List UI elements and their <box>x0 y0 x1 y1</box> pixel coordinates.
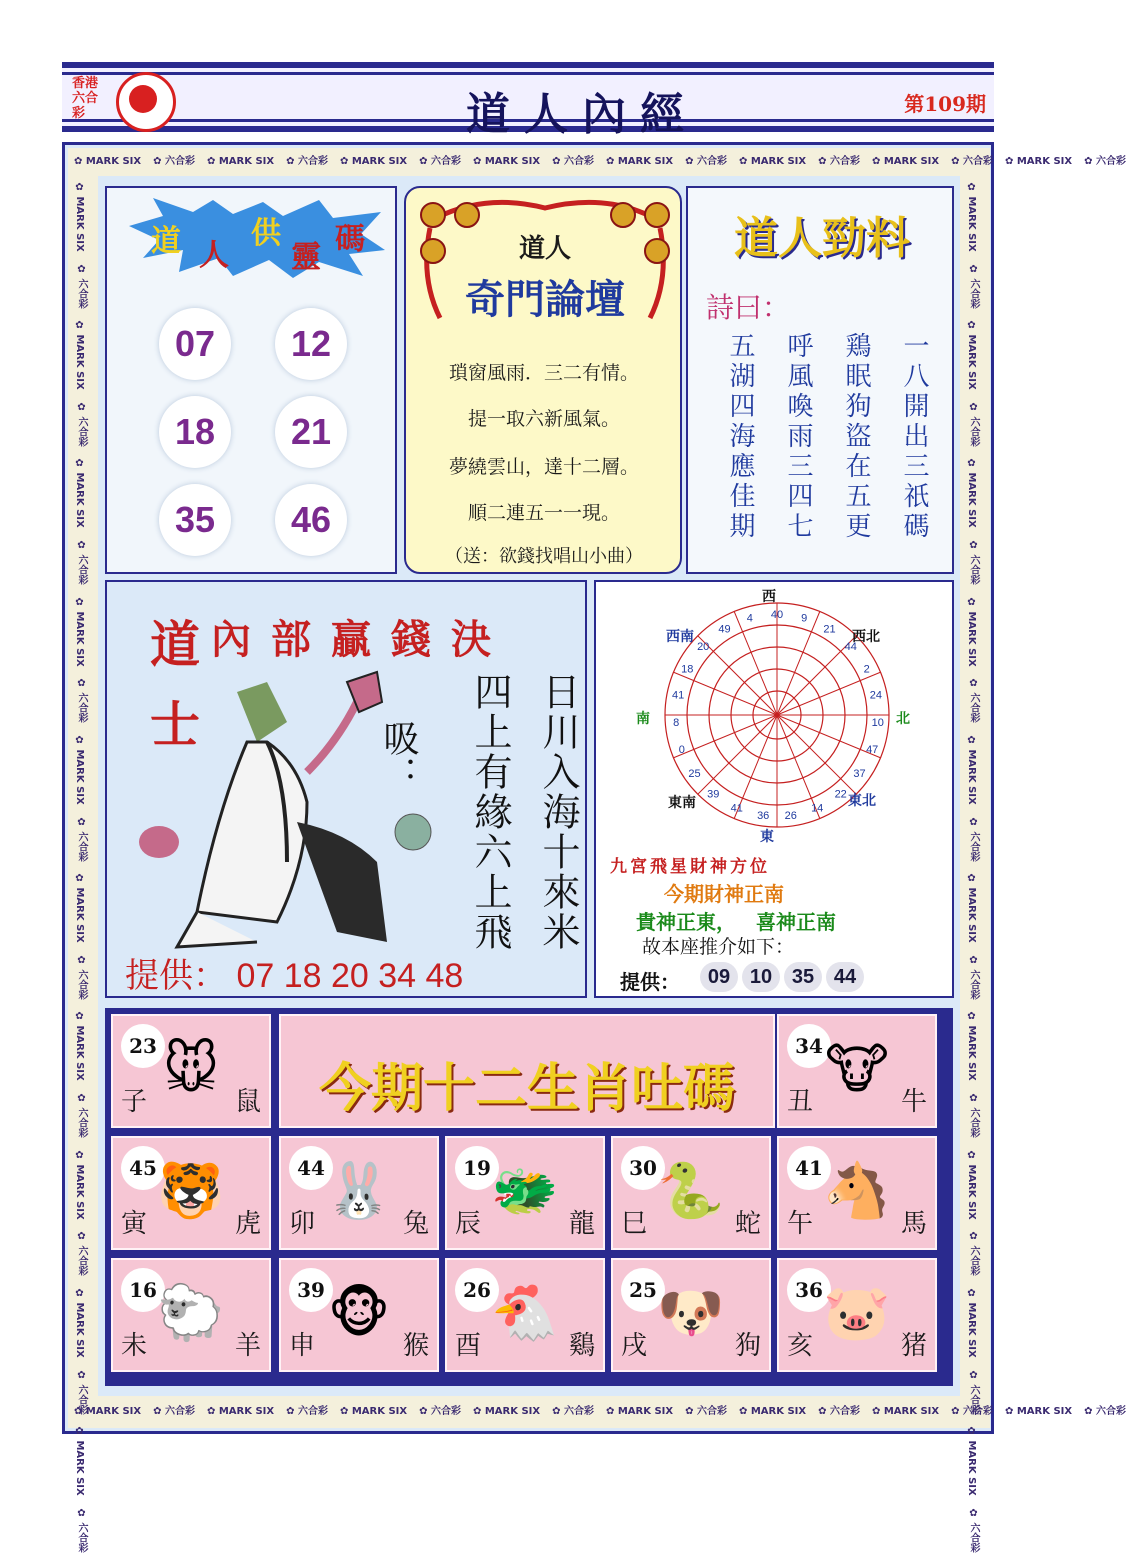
zodiac-animal-icon: 🐑 <box>157 1280 225 1344</box>
zodiac-branch: 酉 <box>455 1331 482 1361</box>
border-strip-item: ✿ 六合彩 <box>968 1507 979 1553</box>
border-strip-bottom <box>68 1396 1126 1428</box>
border-strip-left <box>68 176 98 1553</box>
compass-ring-number: 14 <box>811 802 824 815</box>
forum-panel <box>404 186 682 574</box>
compass-number: 35 <box>784 962 822 992</box>
zodiac-branch: 亥 <box>787 1331 814 1361</box>
zodiac-number: 34 <box>787 1024 831 1068</box>
compass-ring-number: 22 <box>834 788 847 801</box>
border-strip-item: ✿ 六合彩 <box>552 1406 594 1417</box>
border-strip-item: ✿ 六合彩 <box>153 1406 195 1417</box>
zodiac-animal-icon: 🐵 <box>327 1281 391 1345</box>
compass-ring-number: 18 <box>681 663 694 676</box>
border-strip-item: ✿ MARK SIX <box>966 182 977 252</box>
zodiac-branch: 未 <box>121 1331 148 1361</box>
border-strip-item: ✿ MARK SIX <box>872 156 940 167</box>
border-strip-item: ✿ 六合彩 <box>685 156 727 167</box>
border-strip-item: ✿ 六合彩 <box>951 156 993 167</box>
border-strip-item: ✿ MARK SIX <box>473 156 541 167</box>
zodiac-animal: 鷄 <box>568 1331 595 1361</box>
supply-number: 07 <box>159 308 231 380</box>
border-strip-item: ✿ MARK SIX <box>966 596 977 667</box>
zodiac-animal: 猪 <box>900 1331 927 1361</box>
noble-god-direction: 貴神正東， <box>636 910 736 934</box>
secret-title: 內部贏錢決 <box>211 616 511 663</box>
border-strip-item: ✿ MARK SIX <box>74 1011 85 1082</box>
zodiac-branch: 寅 <box>121 1209 148 1239</box>
zodiac-cell <box>777 1258 937 1372</box>
border-strip-item: ✿ 六合彩 <box>968 1369 979 1415</box>
bauhinia-emblem-icon <box>116 72 176 132</box>
border-strip-item: ✿ MARK SIX <box>966 873 977 943</box>
border-strip-item: ✿ 六合彩 <box>552 156 594 167</box>
coin-icon <box>454 202 480 228</box>
border-strip-item: ✿ MARK SIX <box>74 182 85 252</box>
border-strip-item: ✿ 六合彩 <box>76 678 87 723</box>
secret-provide <box>125 948 463 997</box>
border-strip-item: ✿ 六合彩 <box>968 816 979 862</box>
zodiac-cell <box>279 1258 439 1372</box>
zodiac-cell <box>611 1258 771 1372</box>
zodiac-number: 45 <box>121 1146 165 1190</box>
border-strip-item: ✿ 六合彩 <box>76 1231 87 1276</box>
border-strip-item: ✿ MARK SIX <box>473 1406 541 1417</box>
provide-numbers: 07 18 20 34 48 <box>236 957 464 995</box>
poem-panel-title: 道人勁料 <box>734 213 910 264</box>
compass-ring-number: 10 <box>871 716 884 729</box>
border-strip-item: ✿ MARK SIX <box>207 1406 275 1417</box>
taoist-figure-illustration <box>137 662 457 952</box>
zodiac-cell <box>777 1136 937 1250</box>
zodiac-branch: 卯 <box>289 1209 316 1239</box>
direction-northeast: 東北 <box>848 793 876 809</box>
zodiac-grid <box>105 1008 953 1386</box>
compass-ring-number: 9 <box>801 612 808 625</box>
supply-title-char: 道 <box>151 224 181 259</box>
border-strip-item: ✿ 六合彩 <box>968 1093 979 1138</box>
border-strip-item: ✿ MARK SIX <box>74 1149 85 1220</box>
zodiac-banner <box>279 1014 775 1128</box>
poem-label: 詩曰： <box>706 291 791 324</box>
header-stripe <box>62 72 994 75</box>
border-strip-item: ✿ MARK SIX <box>966 1287 977 1358</box>
border-strip-item: ✿ MARK SIX <box>966 1426 977 1496</box>
border-strip-item: ✿ 六合彩 <box>818 156 860 167</box>
provide-label: 提供： <box>125 957 227 995</box>
compass-ring-number: 37 <box>853 768 866 781</box>
zodiac-animal-icon: 🐷 <box>823 1280 891 1344</box>
border-strip-right <box>960 176 990 1553</box>
border-strip-item: ✿ MARK SIX <box>1005 156 1073 167</box>
zodiac-number: 39 <box>289 1268 333 1312</box>
supply-number: 35 <box>159 484 231 556</box>
zodiac-number: 16 <box>121 1268 165 1312</box>
border-strip-item: ✿ 六合彩 <box>76 263 87 309</box>
direction-southeast: 東南 <box>668 795 696 811</box>
compass-ring-number: 40 <box>770 609 784 621</box>
zodiac-cell <box>111 1014 271 1128</box>
compass-provide-label: 提供： <box>620 970 680 994</box>
compass-ring-number: 25 <box>688 768 701 781</box>
supply-title <box>123 198 385 278</box>
border-strip-item: ✿ MARK SIX <box>606 156 674 167</box>
border-strip-item: ✿ 六合彩 <box>286 1406 328 1417</box>
border-strip-item: ✿ MARK SIX <box>74 320 85 390</box>
header-banner <box>62 62 994 140</box>
forum-line: 提一取六新風氣。 <box>467 408 620 430</box>
direction-north: 北 <box>896 711 910 727</box>
zodiac-cell <box>279 1136 439 1250</box>
border-strip-item: ✿ 六合彩 <box>1084 1406 1126 1417</box>
compass-ring-number: 24 <box>869 689 883 702</box>
zodiac-number: 25 <box>621 1268 665 1312</box>
border-strip-item: ✿ MARK SIX <box>74 1426 85 1496</box>
supply-title-char: 靈 <box>291 240 321 275</box>
joy-god-direction: 喜神正南 <box>756 910 836 934</box>
zodiac-cell <box>445 1136 605 1250</box>
border-strip-item: ✿ 六合彩 <box>76 1093 87 1138</box>
issue-number: 第109期 <box>904 92 986 116</box>
zodiac-animal-icon: 🐔 <box>491 1280 559 1344</box>
zodiac-animal: 牛 <box>900 1087 927 1117</box>
direction-west: 西 <box>762 589 776 605</box>
border-strip-item: ✿ MARK SIX <box>606 1406 674 1417</box>
zodiac-branch: 戌 <box>621 1331 648 1361</box>
compass-ring-number: 4 <box>746 612 753 625</box>
zodiac-number: 19 <box>455 1146 499 1190</box>
zodiac-number: 30 <box>621 1146 665 1190</box>
zodiac-number: 23 <box>121 1024 165 1068</box>
border-strip-item: ✿ 六合彩 <box>968 540 979 585</box>
border-strip-item: ✿ 六合彩 <box>685 1406 727 1417</box>
supply-number: 18 <box>159 396 231 468</box>
zodiac-branch: 丑 <box>787 1087 814 1117</box>
page-title: 道人內經 <box>466 89 698 140</box>
zodiac-cell <box>445 1258 605 1372</box>
border-strip-item: ✿ 六合彩 <box>419 156 461 167</box>
zodiac-cell <box>111 1136 271 1250</box>
compass-ring-number: 41 <box>671 689 685 702</box>
supply-number: 21 <box>275 396 347 468</box>
direction-east: 東 <box>760 829 774 845</box>
border-strip-item: ✿ 六合彩 <box>76 816 87 862</box>
zodiac-animal-icon: 🐲 <box>491 1158 559 1222</box>
zodiac-number: 44 <box>289 1146 333 1190</box>
border-strip-item: ✿ 六合彩 <box>419 1406 461 1417</box>
zodiac-cell <box>611 1136 771 1250</box>
zodiac-animal-icon: 🐮 <box>825 1037 889 1101</box>
border-strip-item: ✿ 六合彩 <box>76 1507 87 1553</box>
zodiac-animal: 蛇 <box>734 1209 761 1239</box>
wealth-god-direction: 今期財神正南 <box>664 882 784 906</box>
compass-ring-number: 21 <box>823 623 836 636</box>
zodiac-animal: 猴 <box>402 1331 429 1361</box>
border-strip-item: ✿ MARK SIX <box>340 156 408 167</box>
border-strip-item: ✿ MARK SIX <box>966 734 977 805</box>
zodiac-cell <box>111 1258 271 1372</box>
border-strip-item: ✿ MARK SIX <box>74 458 85 529</box>
compass-ring-number: 44 <box>844 641 857 654</box>
supply-number: 46 <box>275 484 347 556</box>
secret-verse: 日川入海十來米 <box>536 672 580 952</box>
border-strip-item: ✿ MARK SIX <box>966 1011 977 1082</box>
border-strip-item: ✿ MARK SIX <box>74 1406 142 1417</box>
coin-icon <box>420 202 446 228</box>
forum-line: 夢繞雲山，達十二層。 <box>448 456 639 478</box>
border-strip-item: ✿ 六合彩 <box>951 1406 993 1417</box>
zodiac-animal: 兔 <box>402 1209 429 1239</box>
zodiac-animal: 虎 <box>234 1209 261 1239</box>
zodiac-animal-icon: 🐯 <box>157 1158 225 1222</box>
border-strip-item: ✿ MARK SIX <box>74 734 85 805</box>
compass-number: 10 <box>742 962 780 992</box>
border-strip-item: ✿ 六合彩 <box>76 540 87 585</box>
secret-side-note: 吸： <box>378 720 419 792</box>
compass-ring-number: 47 <box>866 743 879 756</box>
zodiac-animal-icon: 🐭 <box>162 1037 220 1101</box>
compass-number: 09 <box>700 962 738 992</box>
poem-panel <box>686 186 954 574</box>
zodiac-branch: 申 <box>289 1331 316 1361</box>
border-strip-item: ✿ 六合彩 <box>968 954 979 1000</box>
compass-ring-number: 26 <box>784 810 797 823</box>
zodiac-animal-icon: 🐍 <box>657 1158 725 1222</box>
border-strip-item: ✿ 六合彩 <box>76 1369 87 1415</box>
forum-footnote: （送：欲錢找唱山小曲） <box>445 546 643 567</box>
border-strip-item: ✿ MARK SIX <box>739 156 807 167</box>
border-strip-top <box>68 148 1126 176</box>
mark-six-logo <box>72 72 168 126</box>
border-strip-item: ✿ 六合彩 <box>153 156 195 167</box>
border-strip-item: ✿ 六合彩 <box>968 401 979 447</box>
zodiac-animal: 龍 <box>568 1209 595 1239</box>
supply-numbers-panel <box>105 186 397 574</box>
zodiac-branch: 子 <box>121 1087 148 1117</box>
forum-line: 順二連五一一現。 <box>467 502 620 524</box>
forum-line: 瑣窗風雨．三二有情。 <box>448 362 639 384</box>
direction-southwest: 西南 <box>666 629 694 645</box>
zodiac-number: 26 <box>455 1268 499 1312</box>
zodiac-animal: 馬 <box>900 1209 927 1239</box>
supply-title-char: 碼 <box>335 222 365 257</box>
border-strip-item: ✿ MARK SIX <box>74 873 85 943</box>
border-strip-item: ✿ 六合彩 <box>968 678 979 723</box>
border-strip-item: ✿ 六合彩 <box>968 263 979 309</box>
supply-number: 12 <box>275 308 347 380</box>
compass-number: 44 <box>826 962 864 992</box>
forum-title: 奇門論壇 <box>465 276 625 323</box>
zodiac-animal: 狗 <box>734 1331 761 1361</box>
border-strip-item: ✿ MARK SIX <box>74 1287 85 1358</box>
border-strip-item: ✿ MARK SIX <box>966 320 977 390</box>
border-strip-item: ✿ MARK SIX <box>207 156 275 167</box>
zodiac-animal-icon: 🐰 <box>325 1158 393 1222</box>
poem-column: 一八開出三祇碼 <box>899 332 929 542</box>
compass-ring-number: 0 <box>678 743 685 756</box>
border-strip-item: ✿ 六合彩 <box>286 156 328 167</box>
zodiac-animal-icon: 🐴 <box>823 1158 891 1222</box>
zodiac-number: 36 <box>787 1268 831 1312</box>
zodiac-branch: 巳 <box>621 1209 648 1239</box>
compass-caption: 九宮飛星財神方位 <box>610 857 770 877</box>
border-strip-item: ✿ MARK SIX <box>872 1406 940 1417</box>
border-strip-item: ✿ MARK SIX <box>739 1406 807 1417</box>
compass-ring-number: 20 <box>697 641 710 654</box>
coin-icon <box>644 202 670 228</box>
poem-column: 呼風喚雨三四七 <box>783 332 813 542</box>
border-strip-item: ✿ 六合彩 <box>1084 156 1126 167</box>
direction-northwest: 西北 <box>852 629 880 645</box>
forum-subtitle: 道人 <box>518 234 571 264</box>
compass-recommend: 故本座推介如下： <box>642 936 795 958</box>
supply-title-char: 供 <box>251 216 281 251</box>
zodiac-animal-icon: 🐶 <box>657 1280 725 1344</box>
compass-ring-number: 2 <box>863 663 870 676</box>
border-strip-item: ✿ MARK SIX <box>966 1149 977 1220</box>
border-strip-item: ✿ 六合彩 <box>968 1231 979 1276</box>
border-strip-item: ✿ MARK SIX <box>1005 1406 1073 1417</box>
border-strip-item: ✿ MARK SIX <box>74 156 142 167</box>
secret-panel <box>105 580 587 998</box>
border-strip-item: ✿ 六合彩 <box>76 954 87 1000</box>
zodiac-animal: 羊 <box>234 1331 261 1361</box>
compass-ring-number: 8 <box>673 716 680 729</box>
poem-column: 五湖四海應佳期 <box>725 332 755 542</box>
compass-ring-number: 49 <box>718 623 731 636</box>
compass-ring-number: 36 <box>757 810 770 823</box>
border-strip-item: ✿ 六合彩 <box>818 1406 860 1417</box>
zodiac-banner-text: 今期十二生肖吐碼 <box>318 1058 735 1119</box>
zodiac-branch: 辰 <box>455 1209 482 1239</box>
taoist-label: 道士 <box>142 618 201 778</box>
poem-column: 鶏眠狗盜在五更 <box>841 332 871 542</box>
compass-ring-number: 41 <box>730 802 743 815</box>
zodiac-animal: 鼠 <box>234 1087 261 1117</box>
border-strip-item: ✿ MARK SIX <box>966 458 977 529</box>
supply-title-char: 人 <box>199 238 229 273</box>
zodiac-cell <box>777 1014 937 1128</box>
compass-ring-number: 39 <box>707 788 720 801</box>
direction-south: 南 <box>636 711 650 727</box>
border-strip-item: ✿ 六合彩 <box>76 401 87 447</box>
border-strip-item: ✿ MARK SIX <box>74 596 85 667</box>
border-strip-item: ✿ MARK SIX <box>340 1406 408 1417</box>
coin-icon <box>610 202 636 228</box>
compass-panel <box>594 580 954 998</box>
zodiac-number: 41 <box>787 1146 831 1190</box>
logo-text: 香港六合彩 <box>72 76 99 121</box>
zodiac-branch: 午 <box>787 1209 814 1239</box>
secret-verse: 四上有緣六上飛 <box>468 672 512 952</box>
